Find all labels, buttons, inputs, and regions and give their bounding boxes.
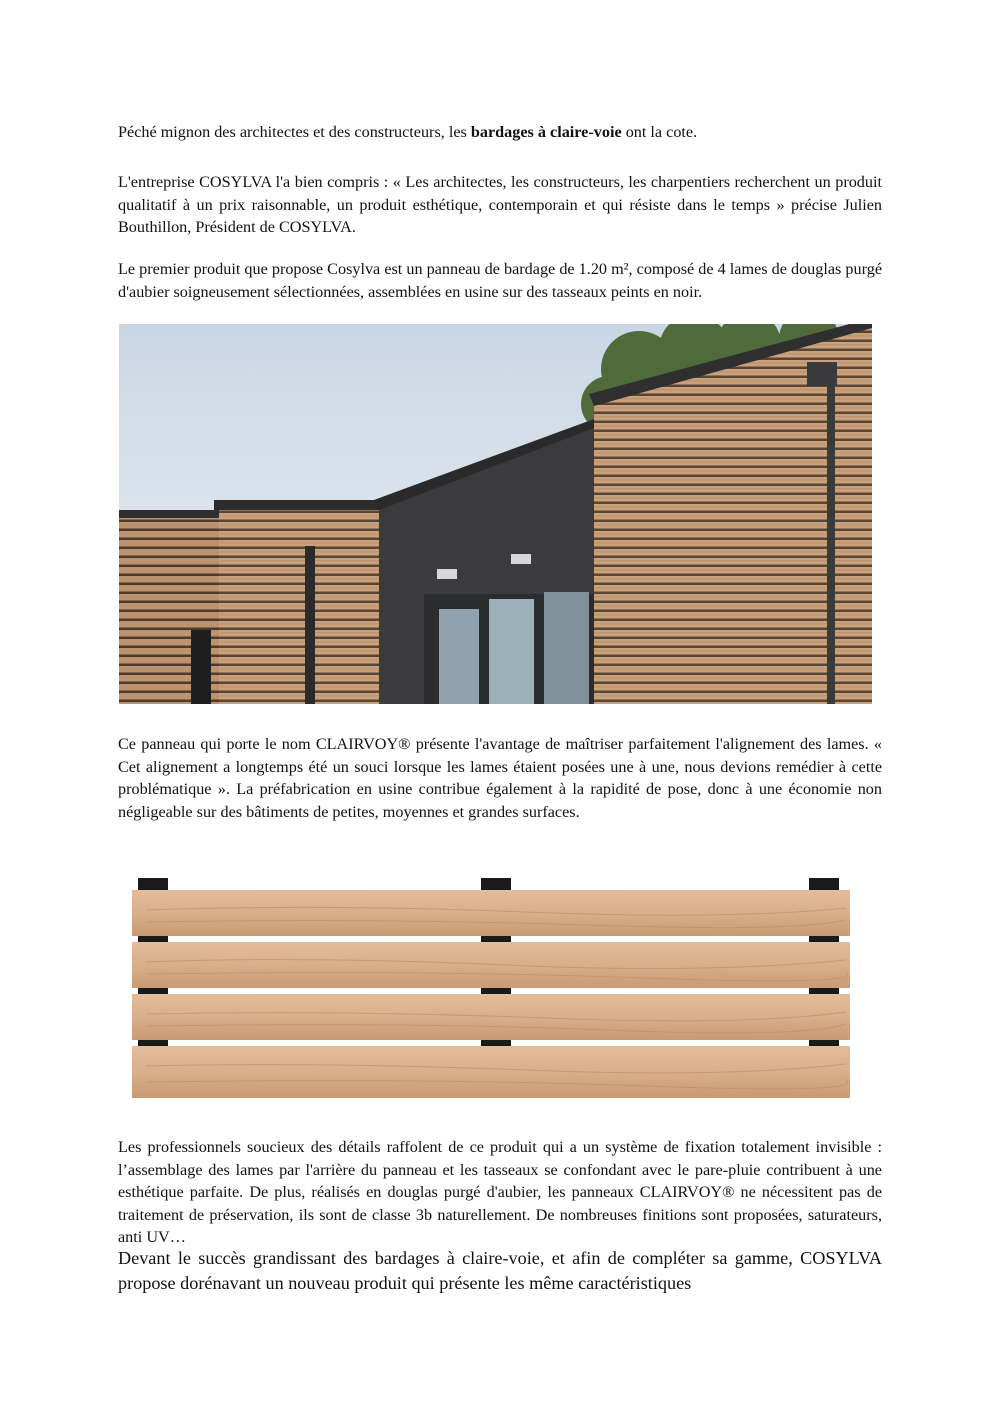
paragraph-clairvoy: Ce panneau qui porte le nom CLAIRVOY® présente l'avantage de maîtriser parfaitement l'alignement des lames. « Cet alignement a longtemps été un souci lorsque les lames étaient posées une à une, nous devions remédier à cette problématique ». La préfabrication en usine contribue également à la rapidité de pose, donc à une économie non négligeable sur des bâtiments de petites, moyennes et grandes surfaces. [118,735,882,821]
paragraph-intro: Péché mignon des architectes et des constructeurs, les bardages à claire-voie ont la cote. [118,123,698,141]
building-facade-photo [119,324,872,704]
paragraph-new-product: Devant le succès grandissant des bardages à claire-voie, et afin de compléter sa gamme, COSYLVA propose dorénavant un nouveau produit qui présente les même caractéristiques [118,1248,882,1293]
bold-bardages: bardages à claire-voie [470,123,622,141]
paragraph-product: Le premier produit que propose Cosylva est un panneau de bardage de 1.20 m², composé de 4 lames de douglas purgé d'aubier soigneusement sélectionnées, assemblées en usine sur des tasseaux peints en noir. [118,260,882,301]
clairvoy-panel-image [126,870,856,1105]
paragraph-quote: L'entreprise COSYLVA l'a bien compris : « Les architectes, les constructeurs, les charpentiers recherchent un produit qualitatif à un prix raisonnable, un produit esthétique, contemporain et qui résiste dans le temps » précise Julien Bouthillon, Président de COSYLVA. [118,173,882,236]
paragraph-fixation: Les professionnels soucieux des détails raffolent de ce produit qui a un système de fixation totalement invisible : l’assemblage des lames par l'arrière du panneau et les tasseaux se confondant avec le pare-pluie contribuent à une esthétique parfaite. De plus, réalisés en douglas purgé d'aubier, les panneaux CLAIRVOY® ne nécessitent pas de traitement de préservation, ils sont de classe 3b naturellement. De nombreuses finitions sont proposées, saturateurs, anti UV… [118,1138,882,1246]
